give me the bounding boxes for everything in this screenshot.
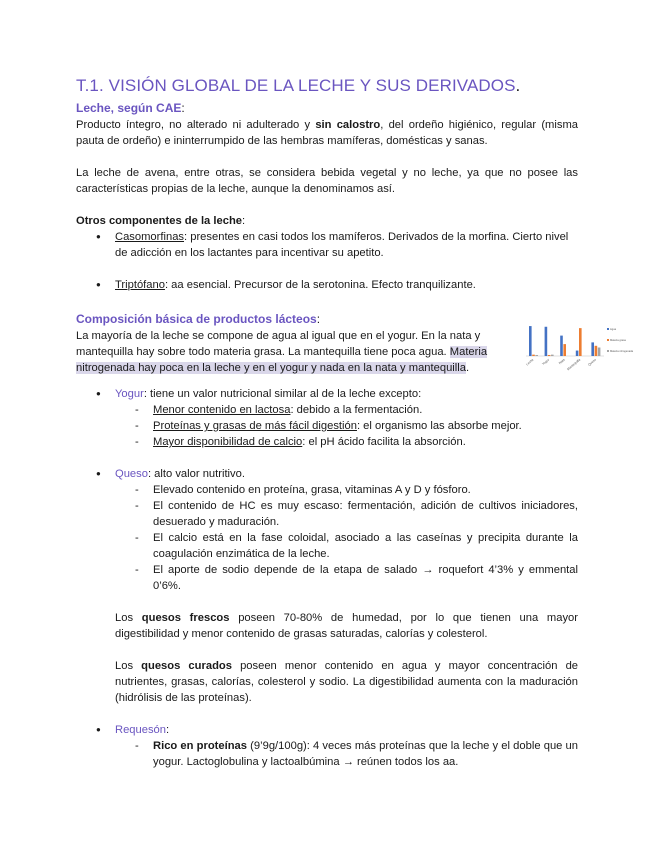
list-item: - El aporte de sodio depende de la etapa de salado → roquefort 4’3% y emmental 0’6%. — [115, 562, 578, 594]
chart-bar — [595, 346, 598, 356]
list-item: - Proteínas y grasas de más fácil digestión: el organismo las absorbe mejor. — [115, 418, 578, 434]
chart-legend-swatch — [607, 350, 609, 352]
list-item: - Rico en proteínas (9’9g/100g): 4 veces más proteínas que la leche y el doble que un yogur. Lactoglobulina y lactoalbúmina → reúnen todos los aa. — [115, 738, 578, 770]
chart-legend-label: Materia grasa — [610, 339, 626, 342]
list-queso — [76, 466, 578, 482]
composition-bar-chart — [520, 318, 634, 374]
list-otros-componentes — [76, 229, 578, 261]
chart-category-label: Yogur — [541, 357, 551, 367]
chart-legend-label: Materia nitrogenada — [610, 350, 634, 353]
paragraph-quesos-curados: Los quesos curados poseen menor contenido en agua y mayor concentración de nutrientes, grasas, calorías, colesterol y sodio. La digestibilidad aumenta con la maduración (hidrólisis de las proteínas). — [115, 660, 579, 704]
chart-legend-swatch — [607, 328, 609, 330]
chart-bar — [598, 348, 601, 357]
chart-category-label: Nata — [557, 357, 566, 366]
paragraph-avena: La leche de avena, entre otras, se considera bebida vegetal y no leche, ya que no posee las características propias de la leche, aunque la denominamos así. — [76, 167, 578, 195]
chart-bar — [548, 355, 551, 356]
chart-bar — [563, 344, 566, 356]
chart-bar — [579, 328, 582, 356]
chart-category-label: Queso — [587, 357, 597, 367]
list-item: - El calcio está en la fase coloidal, asociado a las caseínas y precipita durante la coagulación enzimática de la leche. — [115, 530, 578, 562]
list-requeson — [76, 722, 578, 738]
document-page — [76, 74, 578, 770]
list-item: ● Triptófano: aa esencial. Precursor de la serotonina. Efecto tranquilizante. — [76, 277, 578, 293]
section-heading-leche: Leche, según CAE: — [76, 101, 185, 115]
list-otros-componentes-2 — [76, 277, 578, 293]
list-item: - Menor contenido en lactosa: debido a la fermentación. — [115, 402, 578, 418]
chart-bar — [591, 342, 594, 356]
chart-bar — [576, 351, 579, 356]
sublist-yogur — [76, 402, 578, 450]
chart-legend-label: Agua — [610, 328, 617, 331]
sublist-requeson — [76, 738, 578, 770]
paragraph-composicion: La mayoría de la leche se compone de agua al igual que en el yogur. En la nata y mantequilla hay sobre todo materia grasa. La mantequilla tiene poca agua. Materia nitrogenada hay poca en la leche y en el yogur y nada en la nata y mantequilla. — [76, 330, 488, 374]
list-item: - El contenido de HC es muy escaso: fermentación, adición de cultivos iniciadores, desuerado y maduración. — [115, 498, 578, 530]
sublist-queso — [76, 482, 578, 594]
chart-bar — [560, 336, 563, 356]
chart-legend-swatch — [607, 339, 609, 341]
paragraph-quesos-frescos: Los quesos frescos poseen 70-80% de humedad, por lo que tienen una mayor digestibilidad y menor contenido de grasas saturadas, calorías y colesterol. — [115, 612, 579, 640]
chart-bar — [535, 355, 538, 356]
list-item-yogur: ● Yogur: tiene un valor nutricional similar al de la leche excepto: — [76, 386, 578, 402]
heading-otros-componentes: Otros componentes de la leche: — [76, 215, 246, 227]
chart-category-label: Mantequilla — [566, 357, 582, 372]
chart-category-label: Leche — [525, 357, 535, 367]
chart-bar — [529, 326, 532, 356]
page-title: T.1. VISIÓN GLOBAL DE LA LECHE Y SUS DERIVADOS. — [76, 76, 521, 95]
section-heading-composicion: Composición básica de productos lácteos: — [76, 312, 321, 326]
chart-bar — [551, 355, 554, 356]
list-item-requeson: ● Requesón: — [76, 722, 578, 738]
list-item-queso: ● Queso: alto valor nutritivo. — [76, 466, 578, 482]
list-yogur — [76, 386, 578, 402]
chart-bar — [532, 355, 535, 356]
chart-bar — [545, 327, 548, 356]
list-item: - Mayor disponibilidad de calcio: el pH ácido facilita la absorción. — [115, 434, 578, 450]
list-item: - Elevado contenido en proteína, grasa, vitaminas A y D y fósforo. — [115, 482, 578, 498]
paragraph-definition: Producto íntegro, no alterado ni adulterado y sin calostro, del ordeño higiénico, regular (misma pauta de ordeño) e ininterrumpido de las hembras mamíferas, domésticas y sanas. — [76, 119, 578, 147]
list-item: ● Casomorfinas: presentes en casi todos los mamíferos. Derivados de la morfina. Cierto nivel de adicción en los lactantes para incentivar su apetito. — [76, 229, 578, 261]
